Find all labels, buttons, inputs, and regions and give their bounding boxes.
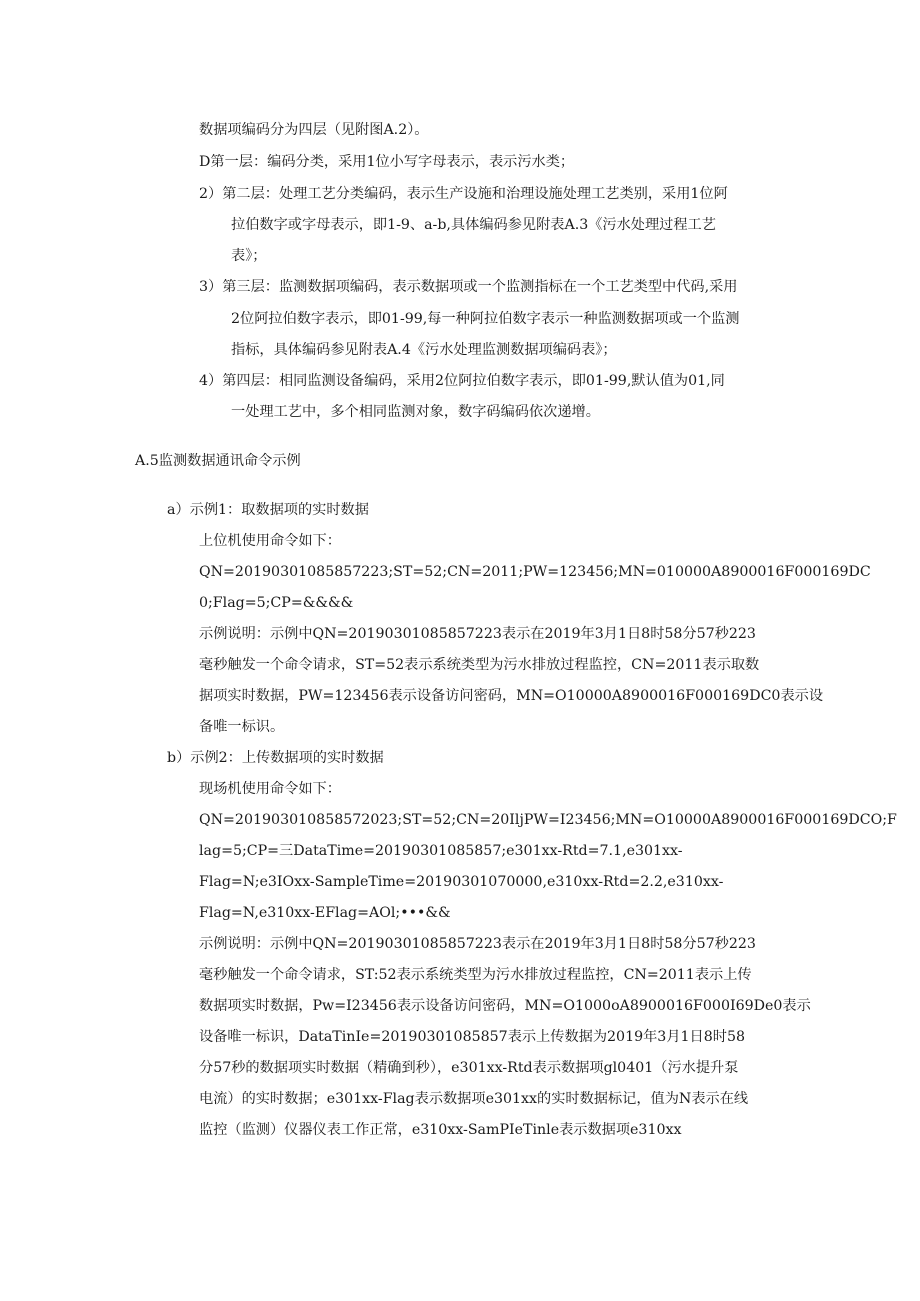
example-b-intro: 现场机使用命令如下： — [199, 781, 341, 797]
example-b-explanation-line-5: 分57秒的数据项实时数据（精确到秒），e301xx-Rtd表示数据项gl0401（污水提升泵 — [199, 1060, 739, 1076]
layer-2-line-3: 表》； — [231, 248, 267, 264]
section-heading: A.5监测数据通讯命令示例 — [135, 453, 301, 469]
example-a-command-line-1: QN=20190301085857223;ST=52;CN=2011;PW=123456;MN=010000A8900016F000169DC — [199, 564, 871, 580]
layer-2-line-1: 2）第二层：处理工艺分类编码，表示生产设施和治理设施处理工艺类别，采用1位阿 — [199, 186, 728, 202]
example-b-command-line-3: Flag=N;e3IOxx-SampleTime=20190301070000,e310xx-Rtd=2.2,e310xx- — [199, 874, 724, 890]
example-b-command-line-1: QN=201903010858572023;ST=52;CN=20IljPW=I23456;MN=O10000A8900016F000169DCO;F — [199, 812, 897, 828]
layer-3-line-1: 3）第三层：监测数据项编码，表示数据项或一个监测指标在一个工艺类型中代码,采用 — [199, 279, 738, 295]
example-b-command-line-2: lag=5;CP=三DataTime=20190301085857;e301xx-Rtd=7.1,e301xx- — [199, 843, 683, 859]
example-b-explanation-line-4: 设备唯一标识，DataTinIe=20190301085857表示上传数据为2019年3月1日8时58 — [199, 1029, 746, 1045]
example-b-explanation-line-3: 数据项实时数据，Pw=I23456表示设备访问密码，MN=O1000oA8900016F000I69De0表示 — [199, 998, 811, 1014]
example-b-explanation-line-6: 电流）的实时数据；e301xx-Flag表示数据项e301xx的实时数据标记，值为N表示在线 — [199, 1091, 749, 1107]
example-b-explanation-line-7: 监控（监测）仪器仪表工作正常，e310xx-SamPIeTinle表示数据项e310xx — [199, 1122, 682, 1138]
layer-2-line-2: 拉伯数字或字母表示，即1-9、a-b,具体编码参见附表A.3《污水处理过程工艺 — [231, 217, 716, 233]
layer-3-line-3: 指标，具体编码参见附表A.4《污水处理监测数据项编码表》； — [231, 342, 617, 358]
layer-3-line-2: 2位阿拉伯数字表示，即01-99,每一种阿拉伯数字表示一种监测数据项或一个监测 — [231, 311, 740, 327]
example-a-explanation-line-2: 毫秒触发一个命令请求，ST=52表示系统类型为污水排放过程监控，CN=2011表示取数 — [199, 657, 760, 673]
example-a-explanation-line-1: 示例说明：示例中QN=20190301085857223表示在2019年3月1日8时58分57秒223 — [199, 626, 756, 642]
layer-4-line-2: 一处理工艺中，多个相同监测对象，数字码编码依次递增。 — [231, 404, 600, 420]
intro-line: 数据项编码分为四层（见附图A.2）。 — [199, 122, 429, 138]
example-b-title: b）示例2：上传数据项的实时数据 — [167, 750, 384, 766]
layer-1-description: D第一层：编码分类，采用1位小写字母表示，表示污水类； — [199, 154, 575, 170]
example-b-command-line-4: Flag=N,e310xx-EFlag=AOl;•••&& — [199, 905, 451, 921]
example-a-explanation-line-3: 据项实时数据，PW=123456表示设备访问密码，MN=O10000A8900016F000169DC0表示设 — [199, 688, 824, 704]
example-a-explanation-line-4: 备唯一标识。 — [199, 719, 285, 735]
example-a-title: a）示例1：取数据项的实时数据 — [167, 502, 369, 518]
example-b-explanation-line-2: 毫秒触发一个命令请求，ST:52表示系统类型为污水排放过程监控，CN=2011表示上传 — [199, 967, 752, 983]
example-a-command-line-2: 0;Flag=5;CP=&&&& — [199, 595, 354, 611]
example-a-intro: 上位机使用命令如下： — [199, 533, 341, 549]
example-b-explanation-line-1: 示例说明：示例中QN=20190301085857223表示在2019年3月1日8时58分57秒223 — [199, 936, 756, 952]
layer-4-line-1: 4）第四层：相同监测设备编码，采用2位阿拉伯数字表示，即01-99,默认值为01,同 — [199, 373, 725, 389]
